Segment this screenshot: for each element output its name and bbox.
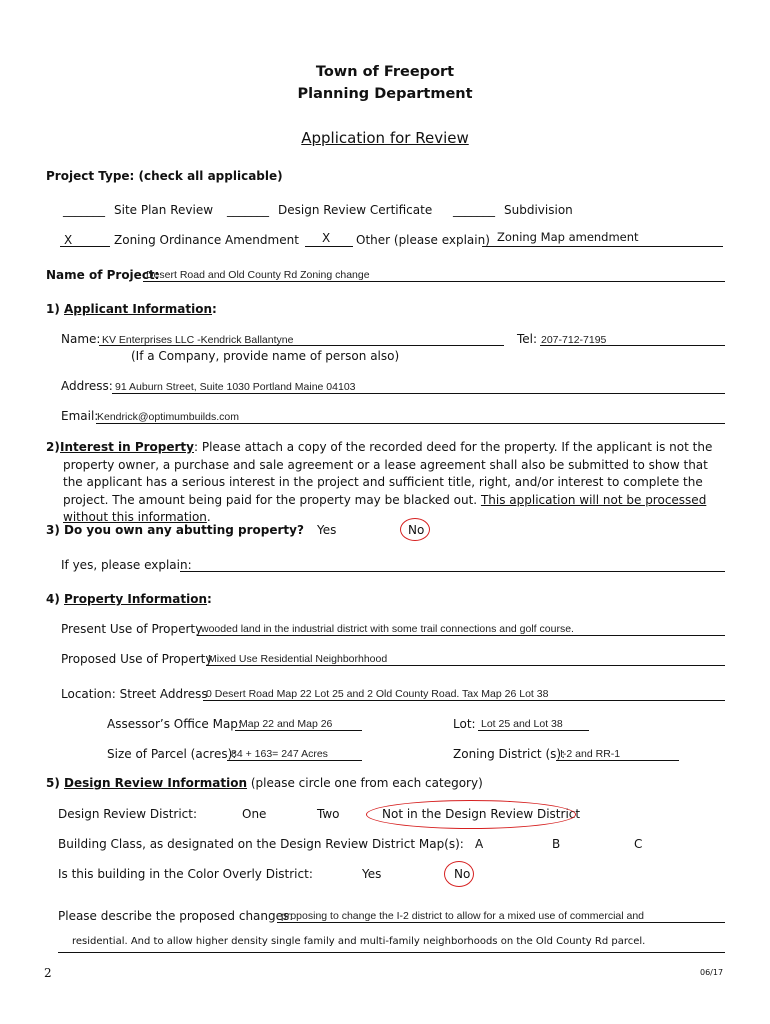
tel-label: Tel:: [517, 332, 538, 346]
other-line: [305, 246, 353, 247]
address-value[interactable]: 91 Auburn Street, Suite 1030 Portland Maine 04103: [115, 381, 356, 393]
parcel-value[interactable]: 84 + 163= 247 Acres: [231, 748, 328, 760]
zoning-district-value[interactable]: I-2 and RR-1: [560, 748, 621, 760]
name-value[interactable]: KV Enterprises LLC -Kendrick Ballantyne: [102, 334, 294, 346]
design-review-label: Design Review Certificate: [278, 203, 433, 217]
class-a[interactable]: A: [475, 837, 484, 851]
color-yes[interactable]: Yes: [362, 867, 382, 881]
project-name-line: [143, 281, 725, 282]
design-review-mark[interactable]: _______: [227, 203, 269, 217]
site-plan-mark[interactable]: _______: [63, 203, 105, 217]
district-not[interactable]: Not in the Design Review District: [382, 807, 581, 821]
explain-label: If yes, please explain:: [61, 558, 192, 572]
district-two[interactable]: Two: [317, 807, 340, 821]
site-plan-label: Site Plan Review: [114, 203, 214, 217]
subdivision-mark[interactable]: _______: [453, 203, 495, 217]
zoning-district-label: Zoning District (s):: [453, 747, 566, 761]
zoning-ordinance-label: Zoning Ordinance Amendment: [114, 233, 299, 247]
abutting-no[interactable]: No: [408, 523, 425, 537]
changes-label: Please describe the proposed changes:: [58, 909, 294, 923]
abutting-no-circle: [400, 518, 430, 541]
present-use-value[interactable]: wooded land in the industrial district with some trail connections and golf course.: [201, 623, 574, 635]
district-not-circle: [366, 800, 576, 829]
changes-value-2[interactable]: residential. And to allow higher density single family and multi-family neighborhoods on the Old County Rd parcel.: [72, 936, 646, 947]
lot-line: [478, 730, 589, 731]
interest-heading-num: 2): [46, 440, 60, 454]
form-date: 06/17: [700, 968, 724, 977]
other-explain-line: [482, 246, 723, 247]
interest-paragraph: Interest in Property: Please attach a copy of the recorded deed for the property. If the applicant is not the property owner, a purchase and sale agreement or a lease agreement shall also be submitted to show that the applicant has a serious interest in the project and sufficient title, right, and/or interest to complete the project. The amount being paid for the property may be blacked out. This application will not be processed without this information.: [60, 440, 713, 524]
zoning-district-line: [556, 760, 679, 761]
location-line: [203, 700, 725, 701]
class-c[interactable]: C: [634, 837, 643, 851]
address-line: [112, 393, 725, 394]
assessor-line: [235, 730, 362, 731]
department-title: Planning Department: [297, 86, 473, 102]
assessor-value[interactable]: Map 22 and Map 26: [239, 718, 333, 730]
color-district-label: Is this building in the Color Overly District:: [58, 867, 313, 881]
lot-value[interactable]: Lot 25 and Lot 38: [481, 718, 563, 730]
present-use-line: [197, 635, 725, 636]
design-review-heading: 5) Design Review Information (please circle one from each category): [46, 776, 483, 790]
location-value[interactable]: 0 Desert Road Map 22 Lot 25 and 2 Old County Road. Tax Map 26 Lot 38: [206, 688, 549, 700]
email-value[interactable]: Kendrick@optimumbuilds.com: [97, 411, 239, 423]
tel-value[interactable]: 207-712-7195: [541, 334, 607, 346]
email-label: Email:: [61, 409, 99, 423]
project-name-label: Name of Project:: [46, 268, 160, 282]
present-use-label: Present Use of Property: [61, 622, 203, 636]
proposed-use-value[interactable]: Mixed Use Residential Neighborhhood: [208, 653, 388, 665]
other-mark[interactable]: X: [322, 231, 331, 245]
town-title: Town of Freeport: [315, 64, 455, 80]
project-type-heading: Project Type: (check all applicable): [46, 169, 283, 183]
changes-value-1[interactable]: proposing to change the I-2 district to allow for a mixed use of commercial and: [281, 910, 645, 922]
changes-line-2: [58, 952, 725, 953]
subdivision-label: Subdivision: [504, 203, 573, 217]
form-title: Application for Review: [301, 129, 469, 147]
property-heading: 4) Property Information:: [46, 592, 212, 606]
district-label: Design Review District:: [58, 807, 198, 821]
explain-line[interactable]: [180, 571, 725, 572]
color-no[interactable]: No: [454, 867, 471, 881]
assessor-label: Assessor’s Office Map:: [107, 717, 242, 731]
district-one[interactable]: One: [242, 807, 267, 821]
address-label: Address:: [61, 379, 113, 393]
color-no-circle: [444, 861, 474, 887]
other-label: Other (please explain): [356, 233, 490, 247]
changes-line-1: [277, 922, 725, 923]
parcel-line: [227, 760, 362, 761]
location-label: Location: Street Address: [61, 687, 208, 701]
page-number: 2: [44, 966, 52, 980]
other-explain-value[interactable]: Zoning Map amendment: [497, 230, 639, 244]
name-hint: (If a Company, provide name of person also): [131, 349, 400, 363]
project-name-value[interactable]: Desert Road and Old County Rd Zoning change: [146, 269, 370, 281]
building-class-label: Building Class, as designated on the Design Review District Map(s):: [58, 837, 464, 851]
applicant-heading: 1) Applicant Information:: [46, 302, 217, 316]
parcel-label: Size of Parcel (acres):: [107, 747, 237, 761]
abutting-yes[interactable]: Yes: [317, 523, 337, 537]
lot-label: Lot:: [453, 717, 476, 731]
class-b[interactable]: B: [552, 837, 561, 851]
zoning-ordinance-mark[interactable]: X: [64, 233, 73, 247]
name-label: Name:: [61, 332, 101, 346]
email-line: [96, 423, 725, 424]
proposed-use-line: [206, 665, 725, 666]
abutting-question: 3) Do you own any abutting property?: [46, 523, 304, 537]
proposed-use-label: Proposed Use of Property: [61, 652, 213, 666]
